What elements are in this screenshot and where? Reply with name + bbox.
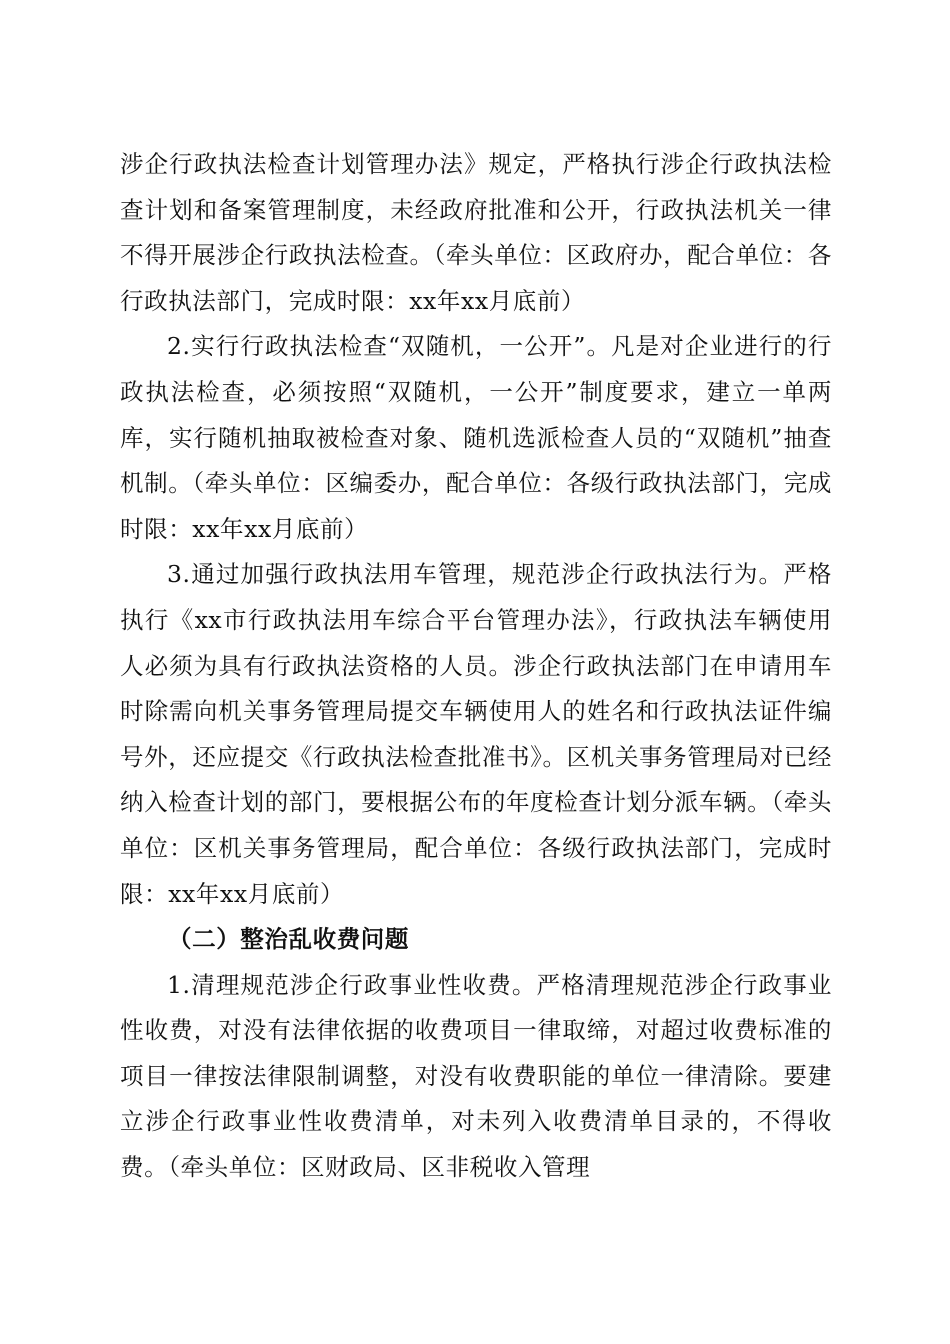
paragraph-item-3: 3.通过加强行政执法用车管理，规范涉企行政执法行为。严格执行《xx市行政执法用车综合平台管理办法》，行政执法车辆使用人必须为具有行政执法资格的人员。涉企行政执法部门在申请用车时除需向机关事务管理局提交车辆使用人的姓名和行政执法证件编号外，还应提交《行政执法检查批准书》。区机关事务管理局对已经纳入检查计划的部门，要根据公布的年度检查计划分派车辆。（牵头单位：区机关事务管理局，配合单位：各级行政执法部门，完成时限：xx年xx月底前）: [120, 560, 832, 908]
paragraph-item-1: 1.清理规范涉企行政事业性收费。严格清理规范涉企行政事业性收费，对没有法律依据的收费项目一律取缔，对超过收费标准的项目一律按法律限制调整，对没有收费职能的单位一律清除。要建立涉企行政事业性收费清单，对未列入收费清单目录的，不得收费。（牵头单位：区财政局、区非税收入管理: [120, 970, 832, 1182]
section-heading: （二）整治乱收费问题: [168, 925, 409, 954]
document-body: [120, 142, 832, 1191]
paragraph-continuation: 涉企行政执法检查计划管理办法》规定，严格执行涉企行政执法检查计划和备案管理制度，未经政府批准和公开，行政执法机关一律不得开展涉企行政执法检查。（牵头单位：区政府办，配合单位：各行政执法部门，完成时限：xx年xx月底前）: [120, 150, 832, 315]
paragraph-item-2: 2.实行行政执法检查“双随机，一公开”。凡是对企业进行的行政执法检查，必须按照“双随机，一公开”制度要求，建立一单两库，实行随机抽取被检查对象、随机选派检查人员的“双随机”抽查机制。（牵头单位：区编委办，配合单位：各级行政执法部门，完成时限：xx年xx月底前）: [120, 332, 832, 543]
